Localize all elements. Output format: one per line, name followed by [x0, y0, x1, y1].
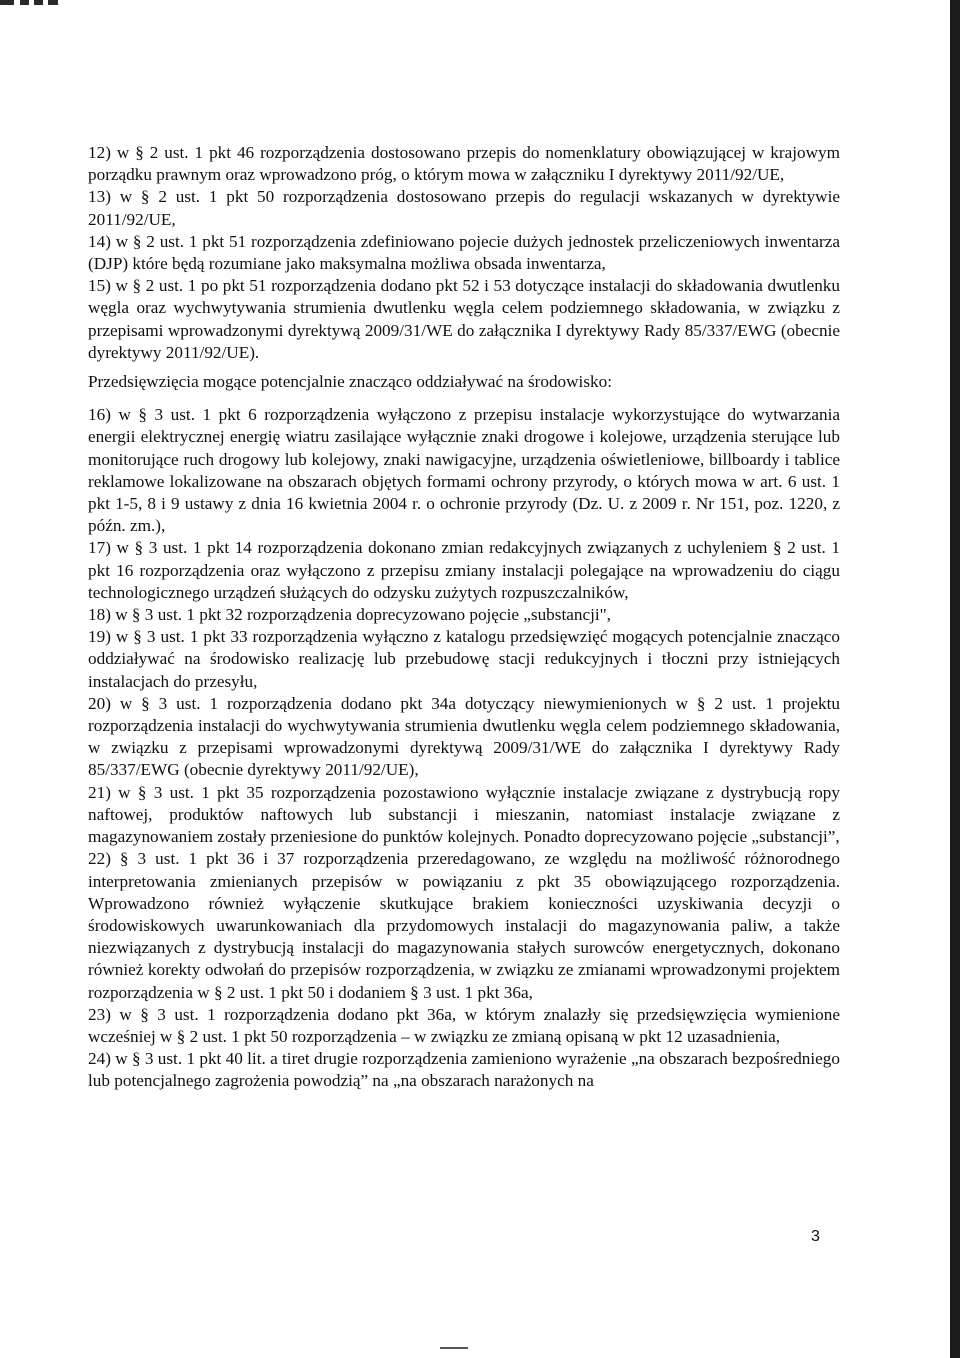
list-item-19: 19) w § 3 ust. 1 pkt 33 rozporządzenia wyłączno z katalogu przedsięwzięć mogących potencjalnie znacząco oddziaływać na środowisko realizację lub przebudowę stacji redukcyjnych i tłoczni przy istniejących instalacjach do przesyłu, [88, 627, 840, 691]
scan-artifact-dash [440, 1347, 468, 1349]
list-item-14: 14) w § 2 ust. 1 pkt 51 rozporządzenia zdefiniowano pojecie dużych jednostek przeliczeniowych inwentarza (DJP) które będą rozumiane jako maksymalna możliwa obsada inwentarza, [88, 231, 840, 274]
list-item-18: 18) w § 3 ust. 1 pkt 32 rozporządzenia doprecyzowano pojęcie „substancji", [88, 605, 611, 625]
scan-artifact-top [0, 0, 70, 6]
document-body [88, 142, 840, 1093]
section-heading: Przedsięwzięcia mogące potencjalnie znacząco oddziaływać na środowisko: [88, 372, 612, 392]
list-item-21: 21) w § 3 ust. 1 pkt 35 rozporządzenia pozostawiono wyłącznie instalacje związane z dystrybucją ropy naftowej, produktów naftowych lub substancji i mieszanin, natomiast instalacje związane z magazynowaniem zostały przeniesione do punktów kolejnych. Ponadto doprecyzowano pojęcie „substancji”, [88, 782, 840, 847]
list-item-16: 16) w § 3 ust. 1 pkt 6 rozporządzenia wyłączono z przepisu instalacje wykorzystujące do wytwarzania energii elektrycznej energię wiatru zasilające wyłącznie znaki drogowe i kolejowe, urządzenia sterujące lub monitorujące ruch drogowy lub kolejowy, znaki nawigacyjne, urządzenia oświetleniowe, billboardy i tablice reklamowe lokalizowane na obszarach objętych formami ochrony przyrody, o których mowa w art. 6 ust. 1 pkt 1-5, 8 i 9 ustawy z dnia 16 kwietnia 2004 r. o ochronie przyrody (Dz. U. z 2009 r. Nr 151, poz. 1220, z późn. zm.), [88, 405, 840, 536]
list-item-17: 17) w § 3 ust. 1 pkt 14 rozporządzenia dokonano zmian redakcyjnych związanych z uchyleniem § 2 ust. 1 pkt 16 rozporządzenia oraz wyłączono z przepisu zmiany instalacji polegające na wprowadzeniu do ciągu technologicznego urządzeń służących do odzysku zużytych rozpuszczalników, [88, 538, 840, 602]
list-item-22: 22) § 3 ust. 1 pkt 36 i 37 rozporządzenia przeredagowano, ze względu na możliwość różnorodnego interpretowania zmienianych przepisów w powiązaniu z pkt 35 obowiązującego rozporządzenia. Wprowadzono również wyłączenie skutkujące brakiem konieczności uzyskiwania decyzji o środowiskowych uwarunkowaniach dla przydomowych instalacji do magazynowania paliw, a także niezwiązanych z dystrybucją instalacji do magazynowania stałych surowców energetycznych, dokonano również korekty odwołań do przepisów rozporządzenia, w związku ze zmianami wprowadzonymi projektem rozporządzenia w § 2 ust. 1 pkt 50 i dodaniem § 3 ust. 1 pkt 36a, [88, 849, 840, 1002]
list-item-13: 13) w § 2 ust. 1 pkt 50 rozporządzenia dostosowano przepis do regulacji wskazanych w dyrektywie 2011/92/UE, [88, 187, 840, 229]
list-item-24: 24) w § 3 ust. 1 pkt 40 lit. a tiret drugie rozporządzenia zamieniono wyrażenie „na obszarach bezpośredniego lub potencjalnego zagrożenia powodzią” na „na obszarach narażonych na [88, 1049, 840, 1091]
list-item-23: 23) w § 3 ust. 1 rozporządzenia dodano pkt 36a, w którym znalazły się przedsięwzięcia wymienione wcześniej w § 2 ust. 1 pkt 50 rozporządzenia – w związku ze zmianą opisaną w pkt 12 uzasadnienia, [88, 1004, 840, 1046]
list-item-15: 15) w § 2 ust. 1 po pkt 51 rozporządzenia dodano pkt 52 i 53 dotyczące instalacji do składowania dwutlenku węgla oraz wychwytywania strumienia dwutlenku węgla celem podziemnego składowania, w związku z przepisami wprowadzonymi dyrektywą 2009/31/WE do załącznika I dyrektywy Rady 85/337/EWG (obecnie dyrektywy 2011/92/UE). [88, 276, 840, 362]
page-number: 3 [811, 1228, 820, 1245]
list-item-20: 20) w § 3 ust. 1 rozporządzenia dodano pkt 34a dotyczący niewymienionych w § 2 ust. 1 projektu rozporządzenia instalacji do wychwytywania strumienia dwutlenku węgla celem podziemnego składowania, w związku z przepisami wprowadzonymi dyrektywą 2009/31/WE do załącznika I dyrektywy Rady 85/337/EWG (obecnie dyrektywy 2011/92/UE), [88, 693, 840, 780]
scan-edge-shadow [950, 0, 960, 1358]
list-item-12: 12) w § 2 ust. 1 pkt 46 rozporządzenia dostosowano przepis do nomenklatury obowiązującej w krajowym porządku prawnym oraz wprowadzono próg, o którym mowa w załączniku I dyrektywy 2011/92/UE, [88, 143, 840, 185]
